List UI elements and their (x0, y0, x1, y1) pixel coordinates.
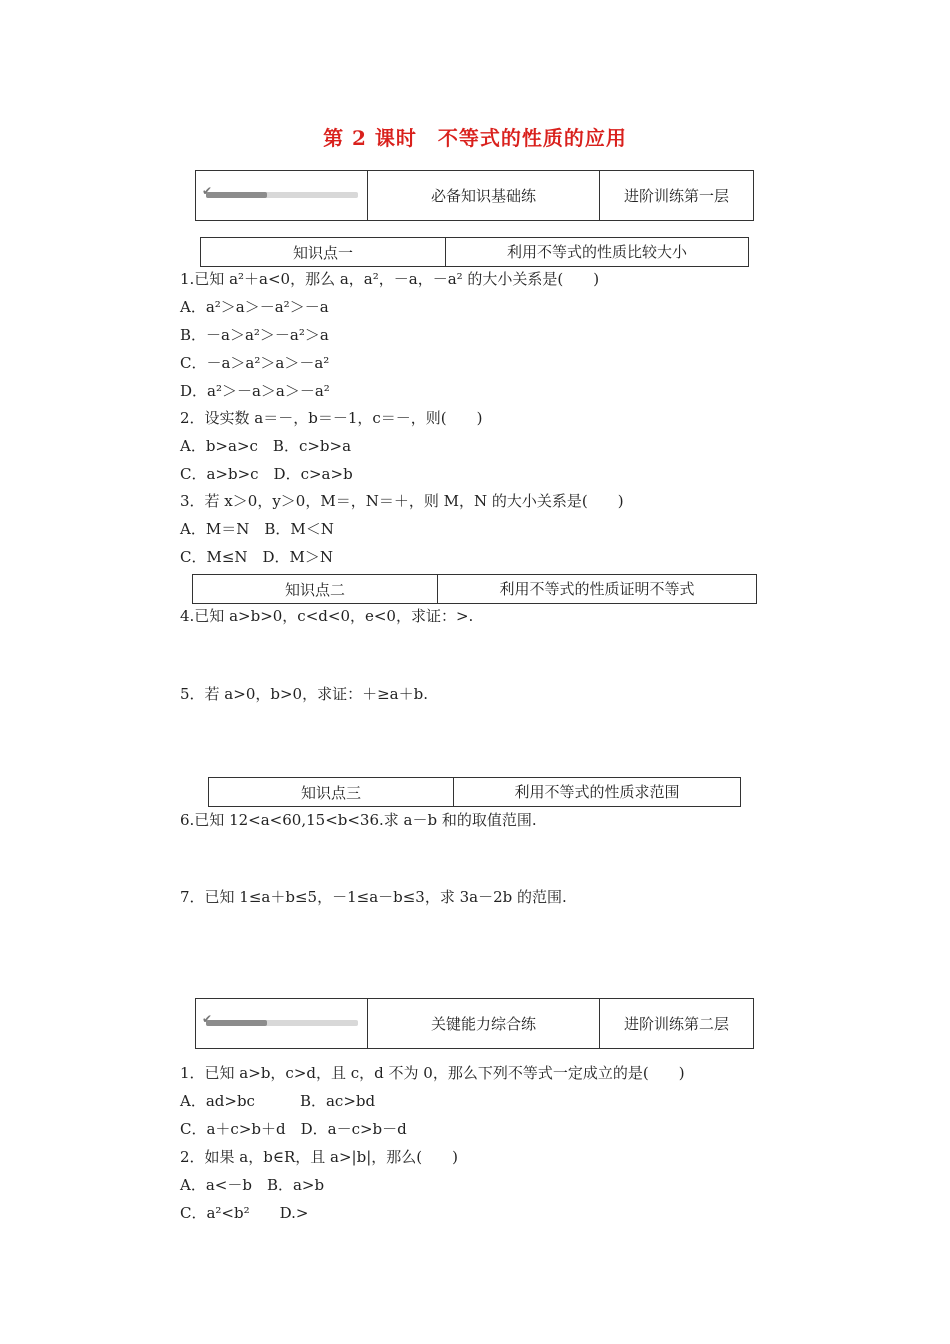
option-line: B．－a＞a²＞－a²＞a (180, 326, 329, 344)
kp-label: 知识点二 (193, 575, 438, 603)
progress-bar (202, 184, 358, 198)
knowledge-point-1 (200, 237, 749, 267)
progress-cell (196, 171, 368, 220)
kp-topic: 利用不等式的性质证明不等式 (499, 580, 695, 598)
question-line: 1.已知 a²＋a<0，那么 a，a²，－a，－a² 的大小关系是( ) (180, 270, 600, 288)
check-icon: ✔ (202, 1012, 213, 1026)
option-line: A．M＝N B．M＜N (180, 520, 334, 538)
section-level: 进阶训练第一层 (623, 187, 729, 205)
knowledge-point-3 (208, 777, 741, 807)
option-line: C．M≤N D．M＞N (180, 548, 334, 566)
question-line: 2．设实数 a＝－，b＝－1，c＝－，则( ) (180, 409, 483, 427)
option-line: C．a²<b² D.> (180, 1204, 309, 1222)
question-line: 5．若 a>0，b>0，求证：＋≥a＋b. (180, 685, 428, 703)
kp-label: 知识点三 (209, 778, 454, 806)
progress-fill (206, 192, 267, 198)
option-line: A．a<－b B．a>b (180, 1176, 325, 1194)
question-line: 7．已知 1≤a＋b≤5，－1≤a－b≤3，求 3a－2b 的范围. (180, 888, 567, 906)
progress-bar (202, 1012, 358, 1026)
option-line: C．－a＞a²＞a＞－a² (180, 354, 330, 372)
section-header-basic (195, 170, 754, 221)
kp-topic: 利用不等式的性质求范围 (514, 783, 680, 801)
question-line: 1．已知 a>b，c>d，且 c，d 不为 0，那么下列不等式一定成立的是( ) (180, 1064, 685, 1082)
question-line: 3．若 x＞0，y＞0，M＝，N＝＋，则 M，N 的大小关系是( ) (180, 492, 624, 510)
kp-topic: 利用不等式的性质比较大小 (506, 243, 687, 261)
option-line: A．b>a>c B．c>b>a (180, 437, 352, 455)
progress-fill (206, 1020, 267, 1026)
option-line: C．a>b>c D．c>a>b (180, 465, 353, 483)
option-line: C．a＋c>b＋d D．a－c>b－d (180, 1120, 407, 1138)
knowledge-point-2 (192, 574, 757, 604)
option-line: A．a²＞a＞－a²＞－a (180, 298, 329, 316)
option-line: D．a²＞－a＞a＞－a² (180, 382, 330, 400)
check-icon: ✔ (202, 184, 213, 198)
section-level: 进阶训练第二层 (623, 1015, 729, 1033)
option-line: A．ad>bc B．ac>bd (180, 1092, 376, 1110)
question-line: 2．如果 a，b∈R，且 a>|b|，那么( ) (180, 1148, 458, 1166)
section-header-ability (195, 998, 754, 1049)
section-name: 必备知识基础练 (368, 171, 600, 220)
question-line: 6.已知 12<a<60,15<b<36.求 a－b 和的取值范围. (180, 811, 537, 829)
question-line: 4.已知 a>b>0，c<d<0，e<0，求证：>. (180, 607, 474, 625)
section-name: 关键能力综合练 (368, 999, 600, 1048)
page-title: 第 2 课时 不等式的性质的应用 (323, 126, 627, 150)
kp-label: 知识点一 (201, 238, 446, 266)
progress-cell (196, 999, 368, 1048)
